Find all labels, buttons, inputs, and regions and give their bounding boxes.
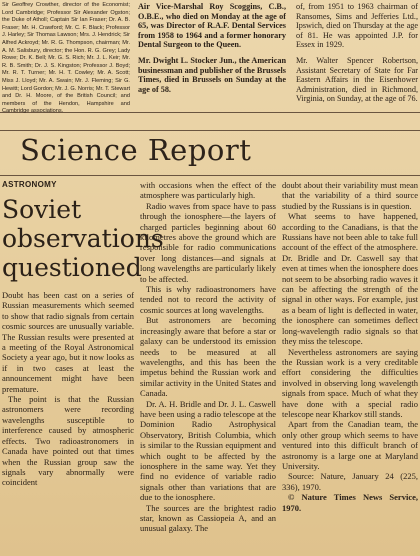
obituary-scoggins: Air Vice-Marshal Roy Scoggins, C.B., O.B.E., who died on Monday at the age of 65, was Director of R.A.F. Dental Services from 1958 to 1964 and a former honorary Dental Surgeon to the Queen. bbox=[138, 2, 286, 50]
obituary-stocker: Mr. Dwight L. Stocker Jun., the American businessman and publisher of the Brussels Times, died in Brussels on Sunday at the age of 58. bbox=[138, 55, 286, 94]
article-paragraph: Dr. A. H. Bridle and Dr. J. L. Caswell have been using a radio telescope at the Dominion Radio Astrophysical Observatory, British Columbia, which is similar to the Russian equipment and which ought to be affected by the ionosphere in the same way. Yet they find no evidence of variable radio signals other than variations that are due to the ionosphere. bbox=[140, 398, 276, 503]
article-paragraph: doubt about their variability must mean that the variability of a third source studied by the Russians is in question. bbox=[282, 180, 418, 211]
article-paragraph: The sources are the brightest radio star, known as Cassiopeia A, and an unusual galaxy. The bbox=[140, 502, 276, 534]
article-paragraph: Nevertheless astronomers are saying the Russian work is a very creditable effort considering the difficulties involved in observing long wavelength signals from space. Much of what they have done with a special radio telescope near Kharkov still stands. bbox=[282, 346, 418, 419]
obituary-ransomes: of, from 1951 to 1963 chairman of Ransomes, Sims and Jefferies Ltd., Ipswich, died on Thursday at the age of 81. He was appointed J.P. for Essex in 1929. bbox=[296, 2, 418, 50]
article-credit: © Nature Times News Service, 1970. bbox=[282, 492, 418, 513]
guest-list-text: Sir Geoffrey Crowther, director of the Economist; Lord Cambridge; Professor Sir Alexander Ogston; the Duke of Atholl; Captain Sir Ian Fraser; Dr. A. B. Fraser; Mr. H. Crawford; Mr. C. F. Black; Professor J. Harley; Sir Thomas Lawson; Mrs. J. Hendrick; Sir Alfred Ackroyd; Mr. R. G. Thompson, chairman; Mr. A. M. Salisbury, director; the Hon. R. G. Grey; Lady Rowe; Dr. K. Bell; Mr. G. S. Rich; Mr. J. L. Keir; Mr. R. B. Smith; Dr. J. S. Kingston; Professor J. Boyd; Mr. R. T. Turner; Mr. H. T. Cowley; Mr. A. Scott; Miss J. Lloyd; Mr. A. Swain; Mr. J. Fleming; Sir G. Hewitt; Lord Gordon; Mr. J. G. Norris; Mr. T. Stewart and Dr. H. Moore, of the British Council; and members of the Hendon, Hampshire and Cambridge associations. bbox=[2, 2, 130, 115]
section-title: Science Report bbox=[20, 133, 252, 167]
article-source: Source: Nature, January 24 (225, 336), 1970. bbox=[282, 471, 418, 492]
article-paragraph: with occasions when the effect of the atmosphere was particularly high. bbox=[140, 180, 276, 201]
article-column-2 bbox=[140, 180, 276, 534]
article-paragraph: The point is that the Russian astronomers were recording wavelengths susceptible to interference caused by atmospheric effects. Two radioastronomers in Canada have pointed out that times when the Russian group saw the signals vary abnormally were coincident bbox=[2, 394, 134, 488]
obituary-column-middle bbox=[138, 2, 286, 94]
article-column-1 bbox=[2, 180, 164, 488]
article-headline: Soviet observations questioned bbox=[2, 195, 164, 282]
article-paragraph: What seems to have happened, according to the Canadians, is that the Russians have not been able to take full account of the effect of the atmosphere. Dr. Bridle and Dr. Caswell say that even at times when the ionosphere does not seem to be absorbing radio waves it can be affecting the strength of the signal in other ways. For example, just as a beam of light is deflected in water, the ionosphere can sometimes deflect long-wavelength radio signals so that they miss the telescope. bbox=[282, 211, 418, 347]
article-paragraph: This is why radioastronomers have tended not to record the activity of cosmic sources at long wavelengths. bbox=[140, 284, 276, 315]
obituary-robertson: Mr. Walter Spencer Robertson, Assistant Secretary of State for Far Eastern Affairs in the Eisenhower Administration, died in Richmond, Virginia, on Sunday, at the age of 76. bbox=[296, 55, 418, 104]
article-paragraph: But astronomers are becoming increasingly aware that before a star or galaxy can be understood its emission needs to be measured at all wavelengths, and this has been the impetus behind the Russian work and similar activity in the United States and Canada. bbox=[140, 315, 276, 399]
article-paragraph: Radio waves from space have to pass through the ionosphere—the layers of charged particles beginning about 60 kilometres above the ground which are responsible for radio communications over long distances—and signals at long wavelengths are particularly likely to be affected. bbox=[140, 200, 276, 284]
obituary-strip bbox=[0, 0, 420, 113]
obituary-column-right bbox=[296, 2, 418, 104]
article-paragraph: Apart from the Canadian team, the only other group which seems to have ventured into this difficult branch of astronomy is a large one at Maryland University. bbox=[282, 419, 418, 471]
obituary-column-left bbox=[2, 2, 130, 116]
section-banner bbox=[0, 130, 420, 176]
article-column-3 bbox=[282, 180, 418, 513]
article-kicker: ASTRONOMY bbox=[2, 180, 57, 189]
article-paragraph: Doubt has been cast on a series of Russian measurements which seemed to show that radio signals from certain cosmic sources are unusually variable. The Russian results were presented at a meeting of the Royal Astronomical Society a year ago, but it now looks as if in two cases at least the announcement might have been premature. bbox=[2, 290, 134, 394]
